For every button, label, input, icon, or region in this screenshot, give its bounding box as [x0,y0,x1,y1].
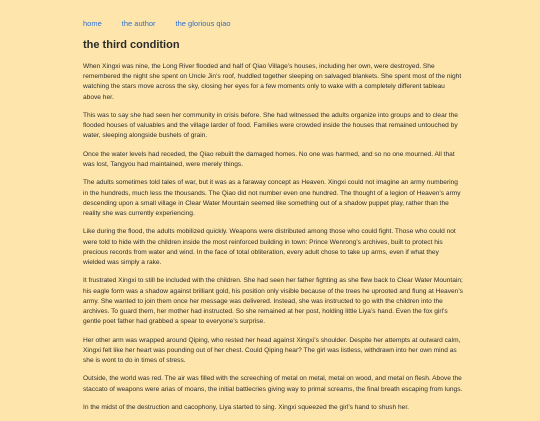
nav-link-the-author[interactable]: the author [121,19,156,28]
paragraph-5: Like during the flood, the adults mobilized quickly. Weapons were distributed among those who could fight. Those who could not were told to hide with the children inside the most reinforced building in town: Prince Wenrong’s archives, built to protect his precious records from water and wind. In the face of total obliteration, every adult chose to take up arms, even if what they wielded was simply a rake. [83,228,456,266]
paragraph-7: Her other arm was wrapped around Qiping, who rested her head against Xingxi’s shoulder. Despite her attempts at outward calm, Xingxi felt like her heart was pounding out of her chest. Could Qiping hear? The girl was listless, withdrawn into her own mind as she is wont to do in times of stress. [83,336,461,364]
nav-link-home[interactable]: home [83,19,102,28]
paragraph-2: This was to say she had seen her community in crisis before. She had witnessed the adults organize into groups and to clear the flooded houses of valuables and the village larder of food. Families were crowded inside the houses that remained untouched by water, sleeping alongside bushels of grain. [83,112,458,140]
paragraph-3: Once the water levels had receded, the Qiao rebuilt the damaged homes. No one was harmed, and so no one mourned. All that was lost, Tangyou had maintained, were merely things. [83,150,455,168]
page-title: the third condition [83,39,180,51]
paragraph-1: When Xingxi was nine, the Long River flooded and half of Qiao Village’s houses, including her own, were destroyed. She remembered the night she spent on Uncle Jin’s roof, huddled together sleeping on salvaged blankets. She spent most of the night watching the stars move across the sky, closing her eyes for a few moments only to wake with a completely different tableau above her. [83,63,462,101]
paragraph-9: In the midst of the destruction and cacophony, Liya started to sing. Xingxi squeezed the girl’s hand to shush her. [83,403,409,411]
top-nav [83,19,251,28]
article-body [83,62,463,421]
paragraph-8: Outside, the world was red. The air was filled with the screeching of metal on metal, metal on wood, and metal on flesh. Above the staccato of weapons were arias of moans, the initial battlecries giving way to primal screams, the final breath escaping from lungs. [83,375,463,393]
paragraph-4: The adults sometimes told tales of war, but it was as a faraway concept as Heaven. Xingxi could not imagine an army numbering in the hundreds, much less the thousands. The Qiao did not number even one hundred. The thought of a legion of Heaven’s army descending upon a small village in Clear Water Mountain seemed like something out of a shadow puppet play, rather than the reality she was currently experiencing. [83,179,461,217]
nav-link-the-glorious-qiao[interactable]: the glorious qiao [175,19,231,28]
paragraph-6: It frustrated Xingxi to still be included with the children. She had seen her father fighting as she flew back to Clear Water Mountain; his eagle form was a shadow against brilliant gold, his position only visible because of the trees he uprooted and flung at Heaven’s army. She wanted to join them once her message was delivered. Instead, she was instructed to go with the children into the archives. To guard them, her mother had instructed. So she remained at her post, holding little Liya’s hand. Even the fox girl’s gentle poet father had grabbed a spear to everyone’s surprise. [83,277,463,326]
